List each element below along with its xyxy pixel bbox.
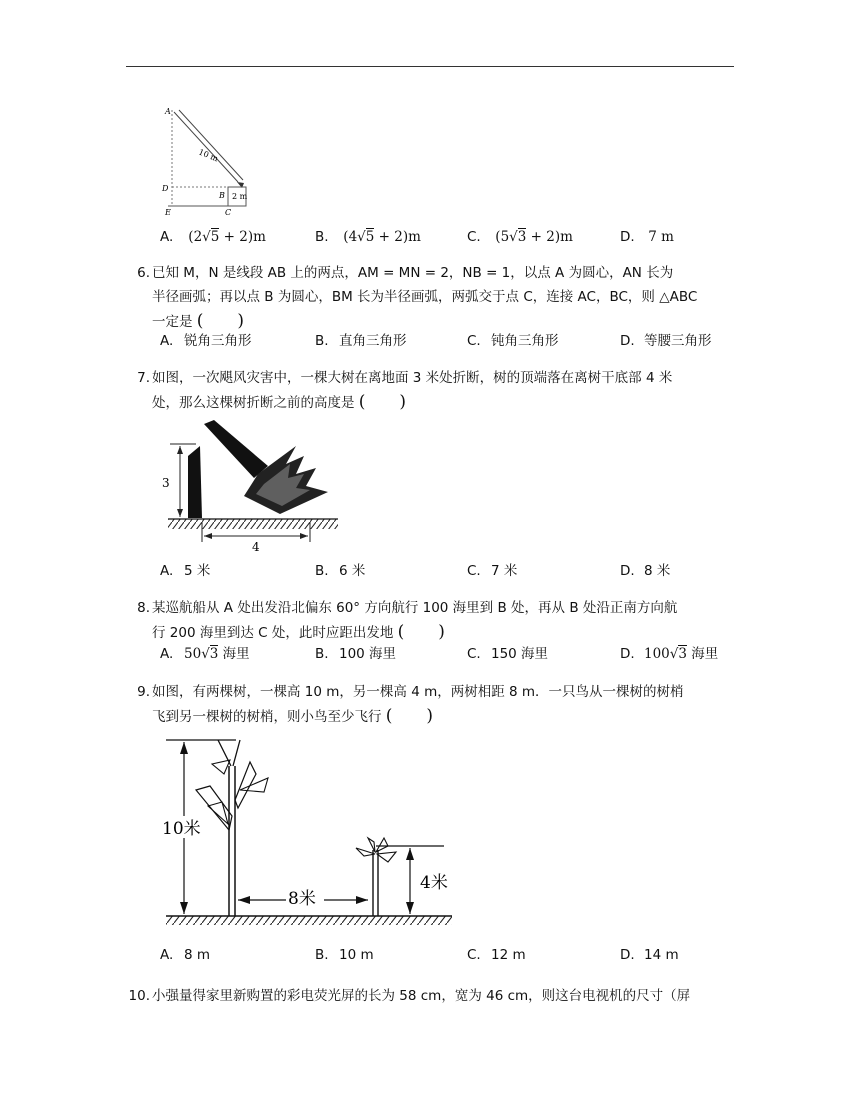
q7-options <box>160 560 740 582</box>
q6-line-1: 已知 M，N 是线段 AB 上的两点，AM = MN = 2，NB = 1，以点 A 为圆心，AN 长为 <box>152 265 674 281</box>
q9-line-1: 如图，有两棵树，一棵高 10 m，另一棵高 4 m，两树相距 8 m．一只鸟从一棵树的树梢 <box>152 684 684 700</box>
q7-option-a[interactable]: A. 5 米 <box>160 563 211 579</box>
q9-two-trees-figure <box>160 734 455 926</box>
q5-option-b[interactable]: B. (4√5 + 2)m <box>315 229 421 245</box>
q8-option-b[interactable]: B. 100 海里 <box>315 646 397 662</box>
q7-broken-tree-figure <box>160 418 345 558</box>
q9-option-a[interactable]: A. 8 m <box>160 947 211 963</box>
q5-label-length: 10 m <box>197 147 220 164</box>
q9-number: 9. <box>137 684 150 700</box>
q9-answer-bracket[interactable]: ( ) <box>385 706 434 726</box>
q6-option-a[interactable]: A. 锐角三角形 <box>160 333 252 349</box>
q7-height-label: 3 <box>162 476 170 490</box>
q9-line-2: 飞到另一棵树的树梢，则小鸟至少飞行 <box>152 709 382 725</box>
q8-option-c[interactable]: C. 150 海里 <box>467 646 549 662</box>
radical-sign: √ <box>357 229 366 245</box>
q5-option-d[interactable]: D. 7 m <box>620 229 674 245</box>
q5-ladder-figure <box>160 102 260 220</box>
q5-label-c: C <box>225 208 232 217</box>
q8-stem <box>126 596 734 645</box>
q6-stem <box>126 261 734 334</box>
radical-sign: √ <box>669 646 679 662</box>
q9-option-b[interactable]: B. 10 m <box>315 947 374 963</box>
q10-line-1: 小强量得家里新购置的彩电荧光屏的长为 58 cm，宽为 46 cm，则这台电视机的尺寸（屏 <box>152 988 691 1004</box>
q9-option-c[interactable]: C. 12 m <box>467 947 526 963</box>
q5-option-a[interactable]: A. (2√5 + 2)m <box>160 229 266 245</box>
q6-option-b[interactable]: B. 直角三角形 <box>315 333 407 349</box>
q7-answer-bracket[interactable]: ( ) <box>358 392 407 412</box>
header-rule <box>126 66 734 67</box>
q8-line-2: 行 200 海里到达 C 处，此时应距出发地 <box>152 625 394 641</box>
q7-option-c[interactable]: C. 7 米 <box>467 563 518 579</box>
radical-sign: √ <box>202 229 211 245</box>
q6-line-3: 一定是 <box>152 314 193 330</box>
q5-label-e: E <box>165 208 171 217</box>
q5-options <box>160 226 740 248</box>
q9-short-label: 4米 <box>420 873 448 893</box>
q6-option-c[interactable]: C. 钝角三角形 <box>467 333 559 349</box>
q8-line-1: 某巡航船从 A 处出发沿北偏东 60° 方向航行 100 海里到 B 处，再从 B 处沿正南方向航 <box>152 600 678 616</box>
q7-number: 7. <box>137 370 150 386</box>
q6-answer-bracket[interactable]: ( ) <box>196 311 245 331</box>
q7-stem <box>126 366 734 415</box>
q7-line-2: 处，那么这棵树折断之前的高度是 <box>152 395 355 411</box>
q7-option-b[interactable]: B. 6 米 <box>315 563 366 579</box>
q6-options <box>160 330 740 352</box>
q8-answer-bracket[interactable]: ( ) <box>397 622 445 642</box>
q6-number: 6. <box>137 265 150 281</box>
q5-label-b: B <box>219 191 225 200</box>
radical-sign: √ <box>201 646 210 662</box>
q5-option-c[interactable]: C. (5√3 + 2)m <box>467 229 573 245</box>
q9-tall-label: 10米 <box>162 819 201 839</box>
q8-option-a[interactable]: A. 50√3 海里 <box>160 646 250 662</box>
q8-options <box>160 643 740 665</box>
q5-label-bc: 2 m <box>232 192 248 201</box>
q9-stem <box>126 680 734 729</box>
q6-option-d[interactable]: D. 等腰三角形 <box>620 333 712 349</box>
q5-label-d: D <box>162 184 169 193</box>
q10-number: 10. <box>128 988 150 1004</box>
q6-line-2: 半径画弧；再以点 B 为圆心，BM 长为半径画弧，两弧交于点 C，连接 AC，BC，则 △ABC <box>152 289 698 305</box>
q7-option-d[interactable]: D. 8 米 <box>620 563 671 579</box>
q5-label-a: A <box>165 107 171 116</box>
q8-number: 8. <box>137 600 150 616</box>
q9-distance-label: 8米 <box>288 889 316 909</box>
q8-option-d[interactable]: D. 100√3 海里 <box>620 646 719 662</box>
q9-options <box>160 944 740 966</box>
q9-option-d[interactable]: D. 14 m <box>620 947 679 963</box>
radical-sign: √ <box>509 229 518 245</box>
q10-stem <box>126 984 734 1008</box>
q7-distance-label: 4 <box>252 540 260 554</box>
q7-line-1: 如图，一次飓风灾害中，一棵大树在离地面 3 米处折断，树的顶端落在离树干底部 4 米 <box>152 370 673 386</box>
